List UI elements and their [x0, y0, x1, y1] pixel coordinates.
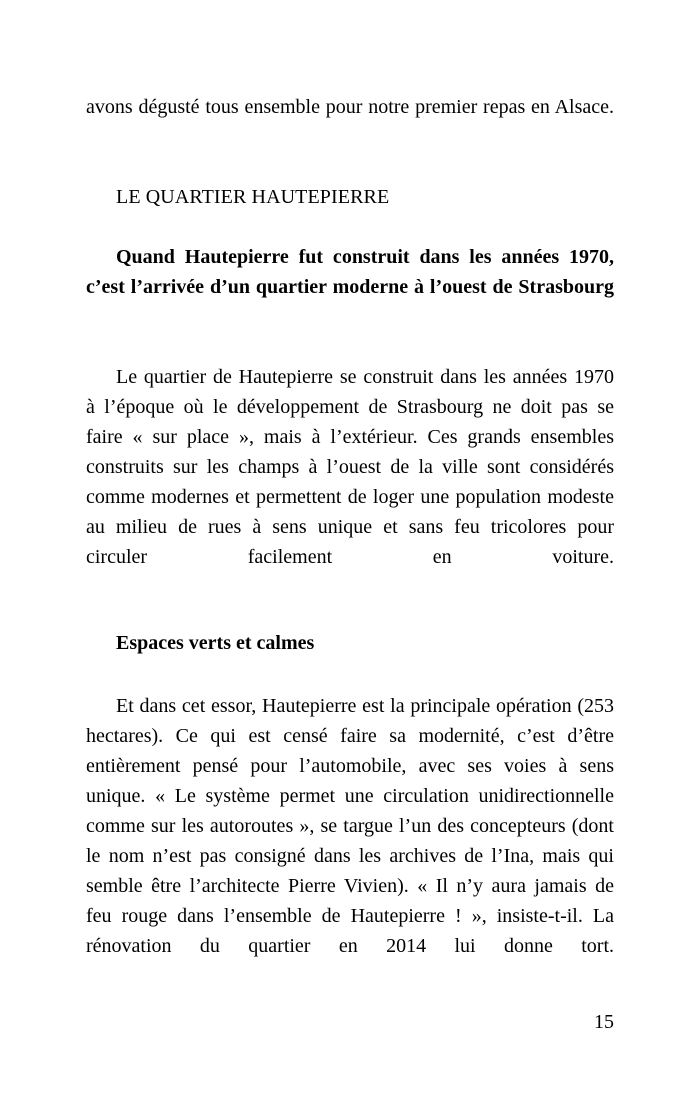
spacer-before-paragraph-1	[86, 332, 614, 362]
spacer-before-section-heading	[86, 152, 614, 182]
spacer-before-sub-heading	[86, 602, 614, 628]
text-column	[86, 92, 614, 991]
page-number: 15	[594, 1011, 614, 1033]
spacer-before-lead-heading	[86, 212, 614, 242]
continued-paragraph: avons dégusté tous ensemble pour notre premier repas en Alsace.	[86, 96, 614, 118]
paragraph-1: Le quartier de Hautepierre se construit dans les années 1970 à l’époque où le développement de Strasbourg ne doit pas se faire « sur place », mais à l’extérieur. Ces grands ensembles construits sur les champs à l’ouest de la ville sont considérés comme modernes et permettent de loger une population modeste au milieu de rues à sens unique et sans feu tricolores pour circuler facilement en voiture.	[86, 366, 614, 568]
sub-heading: Espaces verts et calmes	[116, 632, 315, 654]
spacer-before-paragraph-2	[86, 658, 614, 691]
section-heading: LE QUARTIER HAUTEPIERRE	[116, 186, 390, 208]
lead-heading: Quand Hautepierre fut construit dans les années 1970, c’est l’arrivée d’un quartier moderne à l’ouest de Strasbourg	[86, 246, 614, 298]
paragraph-2: Et dans cet essor, Hautepierre est la principale opération (253 hectares). Ce qui est censé faire sa modernité, c’est d’être entièrement pensé pour l’automobile, avec ses voies à sens unique. « Le système permet une circulation unidirectionnelle comme sur les autoroutes », se targue l’un des concepteurs (dont le nom n’est pas consigné dans les archives de l’Ina, mais qui semble être l’architecte Pierre Vivien). « Il n’y aura jamais de feu rouge dans l’ensemble de Hautepierre ! », insiste-t-il. La rénovation du quartier en 2014 lui donne tort.	[86, 695, 614, 957]
